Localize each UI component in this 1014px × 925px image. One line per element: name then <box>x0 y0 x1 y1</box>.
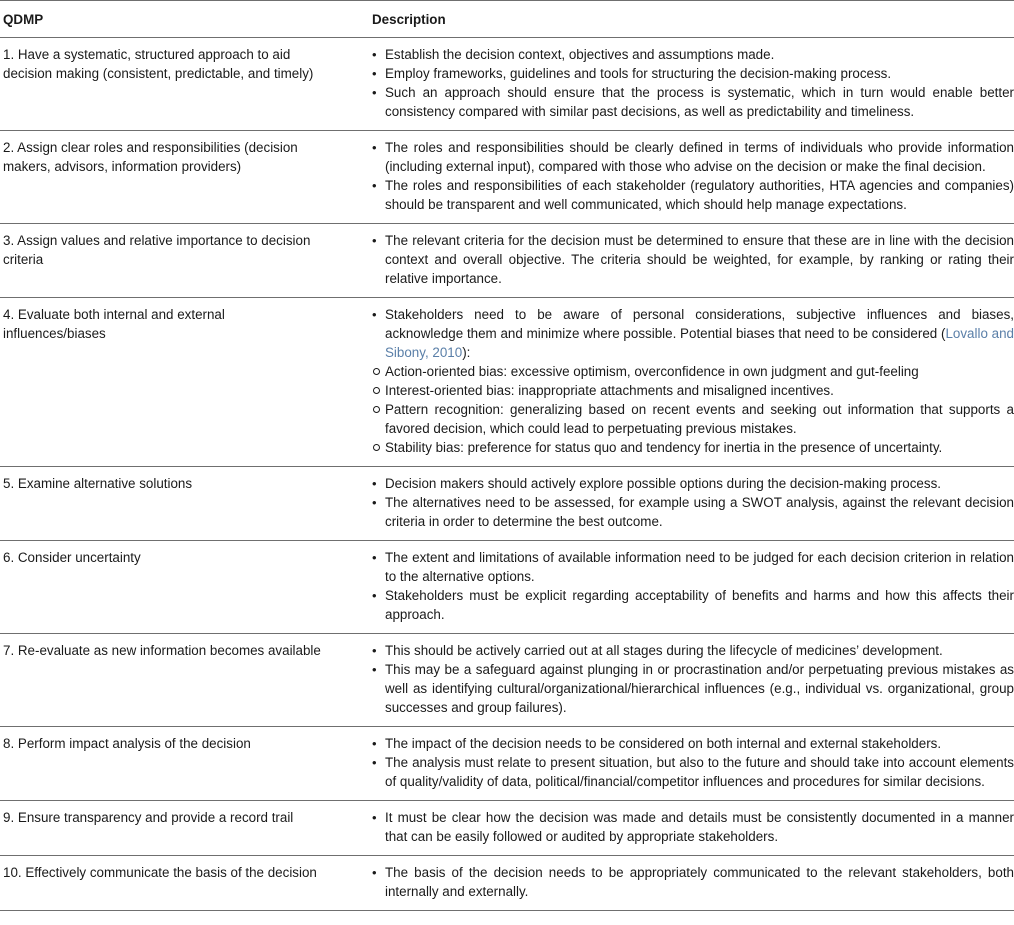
criterion-cell: 4. Evaluate both internal and external influences/biases <box>0 298 366 467</box>
sub-bullet-list <box>372 362 1014 457</box>
bullet-list <box>372 474 1014 531</box>
list-item: • The roles and responsibilities of each stakeholder (regulatory authorities, HTA agencies and companies) should be transparent and well communicated, which should help manage expectations. <box>372 176 1014 214</box>
sub-list-item <box>372 400 1014 438</box>
table-row <box>0 634 1014 727</box>
sub-bullet-text: Stability bias: preference for status quo and tendency for inertia in the presence of uncertainty. <box>385 440 943 455</box>
bullet-list <box>372 138 1014 214</box>
hollow-bullet-icon <box>373 444 380 451</box>
table-row <box>0 38 1014 131</box>
list-item: • The analysis must relate to present situation, but also to the future and should take into account elements of quality/validity of data, political/financial/competitor influences and procedures for similar decisions. <box>372 753 1014 791</box>
description-cell <box>366 38 1014 131</box>
bullet-list <box>372 641 1014 717</box>
list-item: • It must be clear how the decision was made and details must be consistently documented in a manner that can be easily followed or audited by appropriate stakeholders. <box>372 808 1014 846</box>
list-item: • Stakeholders must be explicit regarding acceptability of benefits and harms and how this affects their approach. <box>372 586 1014 624</box>
description-cell <box>366 727 1014 801</box>
sub-bullet-text: Interest-oriented bias: inappropriate attachments and misaligned incentives. <box>385 383 834 398</box>
bullet-list <box>372 863 1014 901</box>
list-item: • The extent and limitations of available information need to be judged for each decision criterion in relation to the alternative options. <box>372 548 1014 586</box>
bullet-list <box>372 231 1014 288</box>
criterion-cell: 8. Perform impact analysis of the decision <box>0 727 366 801</box>
sub-bullet-text: Pattern recognition: generalizing based on recent events and seeking out information that supports a favored decision, which could lead to perpetuating previous mistakes. <box>385 402 1014 436</box>
list-item: • The impact of the decision needs to be considered on both internal and external stakeholders. <box>372 734 1014 753</box>
bullet-list <box>372 734 1014 791</box>
header-description: Description <box>366 1 1014 38</box>
criterion-cell: 7. Re-evaluate as new information becomes available <box>0 634 366 727</box>
bullet-list <box>372 305 1014 362</box>
list-item <box>372 305 1014 362</box>
description-cell <box>366 856 1014 911</box>
criterion-cell: 9. Ensure transparency and provide a record trail <box>0 801 366 856</box>
list-item: • Establish the decision context, objectives and assumptions made. <box>372 45 1014 64</box>
header-qdmp: QDMP <box>0 1 366 38</box>
description-cell <box>366 801 1014 856</box>
bullet-list <box>372 548 1014 624</box>
description-cell <box>366 131 1014 224</box>
sub-list-item <box>372 438 1014 457</box>
criterion-cell: 5. Examine alternative solutions <box>0 467 366 541</box>
bias-intro-text: Stakeholders need to be aware of personal considerations, subjective influences and biases, acknowledge them and minimize where possible. Potential biases that need to be considered ( <box>385 307 1014 341</box>
bias-intro-close: ): <box>462 345 471 360</box>
sub-bullet-text: Action-oriented bias: excessive optimism, overconfidence in own judgment and gut-feeling <box>385 364 919 379</box>
table-row <box>0 467 1014 541</box>
list-item: • Such an approach should ensure that the process is systematic, which in turn would enable better consistency compared with similar past decisions, as well as predictability and timeliness. <box>372 83 1014 121</box>
citation-link[interactable]: Lovallo and Sibony, 2010 <box>385 326 1014 360</box>
list-item: • The roles and responsibilities should be clearly defined in terms of individuals who provide information (including external input), compared with those who advise on the decision or make the final decision. <box>372 138 1014 176</box>
table-row <box>0 856 1014 911</box>
criterion-cell: 2. Assign clear roles and responsibilities (decision makers, advisors, information providers) <box>0 131 366 224</box>
hollow-bullet-icon <box>373 406 380 413</box>
hollow-bullet-icon <box>373 368 380 375</box>
description-cell <box>366 467 1014 541</box>
list-item: • Decision makers should actively explore possible options during the decision-making process. <box>372 474 1014 493</box>
description-cell <box>366 541 1014 634</box>
list-item: • This should be actively carried out at all stages during the lifecycle of medicines’ development. <box>372 641 1014 660</box>
description-cell <box>366 298 1014 467</box>
bullet-list <box>372 45 1014 121</box>
table-row <box>0 801 1014 856</box>
list-item: • Employ frameworks, guidelines and tools for structuring the decision-making process. <box>372 64 1014 83</box>
header-row <box>0 1 1014 38</box>
description-cell <box>366 224 1014 298</box>
list-item: • This may be a safeguard against plunging in or procrastination and/or perpetuating previous mistakes as well as identifying cultural/organizational/hierarchical influences (e.g., individual vs. organizational, group successes and group failures). <box>372 660 1014 717</box>
bullet-list <box>372 808 1014 846</box>
table-row <box>0 541 1014 634</box>
table-row <box>0 298 1014 467</box>
sub-list-item <box>372 381 1014 400</box>
description-cell <box>366 634 1014 727</box>
criterion-cell: 10. Effectively communicate the basis of the decision <box>0 856 366 911</box>
hollow-bullet-icon <box>373 387 380 394</box>
table-row <box>0 131 1014 224</box>
list-item: • The basis of the decision needs to be appropriately communicated to the relevant stakeholders, both internally and externally. <box>372 863 1014 901</box>
list-item: • The relevant criteria for the decision must be determined to ensure that these are in line with the decision context and overall objective. The criteria should be weighted, for example, by ranking or rating their relative importance. <box>372 231 1014 288</box>
list-item: • The alternatives need to be assessed, for example using a SWOT analysis, against the relevant decision criteria in order to determine the best outcome. <box>372 493 1014 531</box>
criterion-cell: 3. Assign values and relative importance to decision criteria <box>0 224 366 298</box>
criterion-cell: 6. Consider uncertainty <box>0 541 366 634</box>
criterion-cell: 1. Have a systematic, structured approach to aid decision making (consistent, predictable, and timely) <box>0 38 366 131</box>
sub-list-item <box>372 362 1014 381</box>
table-row <box>0 224 1014 298</box>
table-row <box>0 727 1014 801</box>
